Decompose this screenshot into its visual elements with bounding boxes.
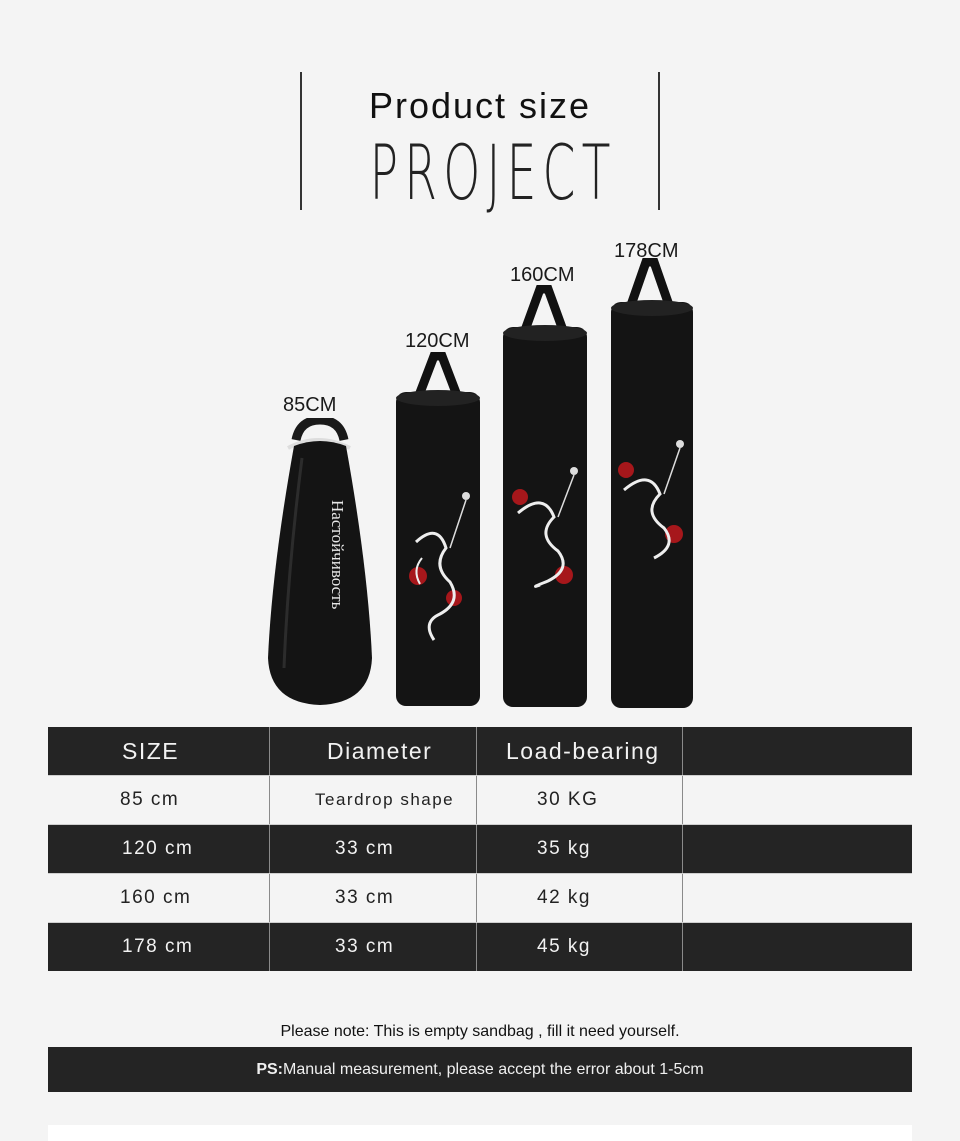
bag-size-label-120: 120CM [405,330,470,352]
table-cell-empty [683,825,912,873]
table-cell-empty [683,874,912,922]
table-cell-diameter: 33 cm [270,825,477,873]
table-header-size: SIZE [48,727,270,775]
header-divider-right [658,72,660,210]
table-row [48,873,912,922]
table-row [48,775,912,824]
table-cell-empty [683,776,912,824]
table-cell-size: 160 cm [48,874,270,922]
table-row [48,824,912,873]
table-cell-load: 30 KG [477,776,683,824]
table-cell-size: 120 cm [48,825,270,873]
teardrop-bag-image [258,418,382,710]
bag-160cm-image [500,285,590,710]
bag-print-text: Настойчивость [328,500,347,610]
ps-text: Manual measurement, please accept the error about 1-5cm [283,1060,704,1078]
page-title: Product size [368,85,592,126]
empty-bag-note: Please note: This is empty sandbag , fill it need yourself. [280,1023,680,1040]
table-cell-size: 178 cm [48,923,270,971]
measurement-note-bar [48,1047,912,1092]
size-table [48,727,912,971]
table-cell-load: 42 kg [477,874,683,922]
bag-size-label-160: 160CM [510,264,575,286]
page-subtitle: PROJECT [369,128,617,217]
table-header-empty [683,727,912,775]
table-cell-diameter: 33 cm [270,923,477,971]
table-cell-load: 35 kg [477,825,683,873]
bag-178cm-image [608,258,696,710]
table-cell-diameter: 33 cm [270,874,477,922]
table-row [48,922,912,971]
table-cell-size: 85 cm [48,776,270,824]
bag-size-label-85: 85CM [283,394,337,416]
bottom-panel [48,1125,912,1141]
table-cell-diameter: Teardrop shape [270,776,477,824]
table-header-row [48,727,912,775]
bag-size-label-178: 178CM [614,240,679,262]
table-header-diameter: Diameter [270,727,477,775]
ps-prefix: PS: [256,1060,283,1078]
table-cell-empty [683,923,912,971]
table-header-load-bearing: Load-bearing [477,727,683,775]
table-cell-load: 45 kg [477,923,683,971]
bag-120cm-image [392,352,484,710]
